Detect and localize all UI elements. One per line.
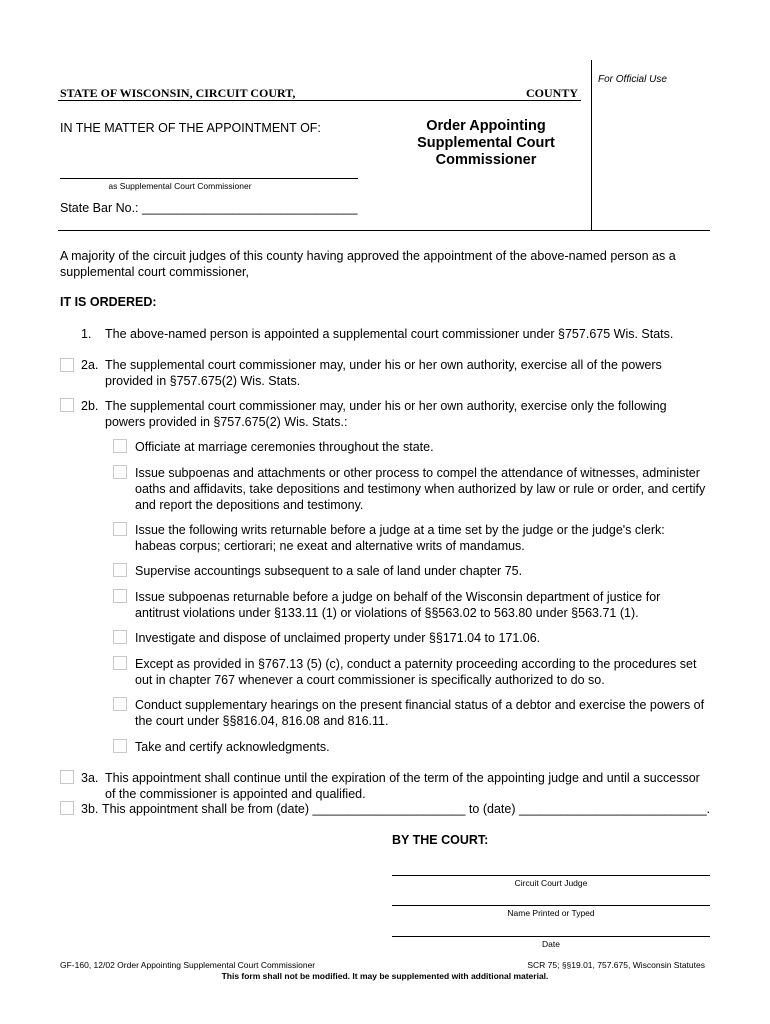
date-label: Date [542,939,560,949]
date-line[interactable] [392,936,710,937]
it-is-ordered: IT IS ORDERED: [60,295,157,309]
power-4-text: Supervise accountings subsequent to a sale of land under chapter 75. [135,564,523,578]
item-1-text: The above-named person is appointed a supplemental court commissioner under §757.675 Wis. Stats. [105,327,674,341]
power-9-checkbox[interactable] [113,739,127,753]
title-line-3: Commissioner [435,152,537,168]
intro-line-1: A majority of the circuit judges of this county having approved the appointment of the above-named person as a [60,249,676,263]
item-3a-line-2: of the commissioner is appointed and qualified. [105,787,366,801]
power-2-line-1: Issue subpoenas and attachments or other process to compel the attendance of witnesses, administer [135,466,700,480]
power-5-line-2: antitrust violations under §133.11 (1) or violations of §§563.02 to 563.80 under §563.71 (1). [135,606,639,620]
power-4-checkbox[interactable] [113,563,127,577]
intro-line-2: supplemental court commissioner, [60,265,249,279]
item-2b-text [105,398,667,430]
name-printed-line[interactable] [392,905,710,906]
title-line-2: Supplemental Court [417,135,555,151]
power-2-line-3: and report the depositions and testimony. [135,498,364,512]
court-line: STATE OF WISCONSIN, CIRCUIT COURT, [60,86,296,100]
power-8-text [135,697,704,729]
item-1-number: 1. [81,327,92,341]
footer-notice: This form shall not be modified. It may be supplemented with additional material. [221,971,549,981]
title-line-1: Order Appointing [426,118,546,134]
power-9-text: Take and certify acknowledgments. [135,740,330,754]
header-bottom-rule [58,230,710,231]
intro-text [60,248,676,280]
power-3-line-2: habeas corpus; certiorari; ne exeat and alternative writs of mandamus. [135,539,525,553]
power-3-checkbox[interactable] [113,522,127,536]
appointee-name-field[interactable] [60,178,358,179]
power-8-line-1: Conduct supplementary hearings on the present financial status of a debtor and exercise the powers of [135,698,705,712]
county-label: COUNTY [526,86,579,100]
power-8-checkbox[interactable] [113,697,127,711]
footer-statutes: SCR 75; §§19.01, 757.675, Wisconsin Statutes [527,960,705,970]
item-3b-number: 3b. [81,802,99,816]
page-title [385,118,587,169]
item-2a-text [105,357,662,389]
item-3a-line-1: This appointment shall continue until the expiration of the term of the appointing judge and until a successor [105,771,700,785]
power-6-text: Investigate and dispose of unclaimed property under §§171.04 to 171.06. [135,631,541,645]
power-5-text [135,589,660,621]
item-2b-line-2: powers provided in §757.675(2) Wis. Stats.: [105,415,348,429]
item-2b-line-1: The supplemental court commissioner may, under his or her own authority, exercise only the following [105,399,667,413]
power-3-line-1: Issue the following writs returnable before a judge at a time set by the judge or the judge's clerk: [135,523,665,537]
item-2a-line-2: provided in §757.675(2) Wis. Stats. [105,374,301,388]
item-3a-checkbox[interactable] [60,770,74,784]
item-3b-checkbox[interactable] [60,801,74,815]
judge-label: Circuit Court Judge [514,878,588,888]
power-7-checkbox[interactable] [113,656,127,670]
power-8-line-2: the court under §§816.04, 816.08 and 816.11. [135,714,389,728]
power-2-checkbox[interactable] [113,465,127,479]
power-2-line-2: oaths and affidavits, take depositions and testimony when authorized by law or rule or order, and certify [135,482,706,496]
item-2a-line-1: The supplemental court commissioner may, under his or her own authority, exercise all of the powers [105,358,662,372]
official-use-label: For Official Use [598,74,667,85]
power-7-line-1: Except as provided in §767.13 (5) (c), conduct a paternity proceeding according to the procedures set [135,657,697,671]
power-5-checkbox[interactable] [113,589,127,603]
power-6-checkbox[interactable] [113,630,127,644]
appointee-sub-label: as Supplemental Court Commissioner [108,181,252,191]
state-bar-field[interactable]: State Bar No.: _______________________________ [60,201,358,215]
item-2b-checkbox[interactable] [60,398,74,412]
by-the-court: BY THE COURT: [392,833,489,847]
item-2a-number: 2a. [81,358,99,372]
power-1-text: Officiate at marriage ceremonies throughout the state. [135,440,434,454]
item-3b-text[interactable]: This appointment shall be from (date) ______________________ to (date) ___________________________. [102,802,711,816]
footer-form-id: GF-160, 12/02 Order Appointing Supplemental Court Commissioner [60,960,316,970]
power-7-line-2: out in chapter 767 whenever a court commissioner is specifically authorized to do so. [135,673,605,687]
power-7-text [135,656,696,688]
power-2-text [135,465,705,513]
court-line-rule [58,100,581,101]
matter-label: IN THE MATTER OF THE APPOINTMENT OF: [60,121,321,135]
item-3a-number: 3a. [81,771,99,785]
official-use-divider [591,60,592,230]
item-2b-number: 2b. [81,399,99,413]
power-1-checkbox[interactable] [113,439,127,453]
power-3-text [135,522,665,554]
power-5-line-1: Issue subpoenas returnable before a judge on behalf of the Wisconsin department of justice for [135,590,661,604]
item-2a-checkbox[interactable] [60,358,74,372]
item-3a-text [105,770,700,802]
judge-signature-line[interactable] [392,875,710,876]
name-printed-label: Name Printed or Typed [507,908,595,918]
